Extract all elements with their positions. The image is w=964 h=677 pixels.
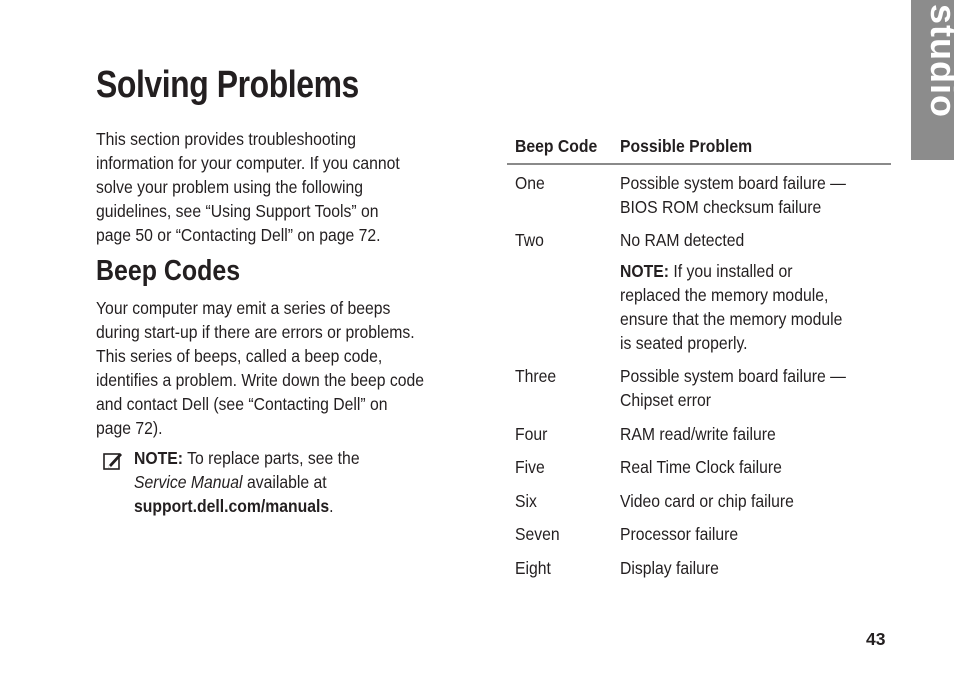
memory-note-line: ensure that the memory module: [620, 309, 843, 329]
note-callout: [134, 446, 458, 518]
memory-note: [620, 259, 890, 355]
header-divider: [507, 163, 891, 165]
manuals-link[interactable]: support.dell.com/manuals: [134, 496, 330, 516]
problem-line: Chipset error: [620, 390, 712, 410]
description-line: and contact Dell (see “Contacting Dell” on: [96, 394, 388, 414]
intro-line: page 50 or “Contacting Dell” on page 72.: [96, 225, 381, 245]
intro-line: This section provides troubleshooting: [96, 129, 357, 149]
service-manual-title: Service Manual: [134, 472, 243, 492]
beep-code-cell: Eight: [515, 558, 551, 578]
chapter-side-tab: [911, 0, 964, 160]
beep-code-cell: One: [515, 173, 545, 193]
intro-paragraph: [96, 127, 465, 247]
column-header-beep-code: Beep Code: [515, 136, 598, 156]
intro-line: guidelines, see “Using Support Tools” on: [96, 201, 379, 221]
memory-note-line: replaced the memory module,: [620, 285, 829, 305]
memory-note-line: If you installed or: [673, 261, 793, 281]
section-heading-beep-codes: Beep Codes: [96, 255, 241, 287]
column-header-possible-problem: Possible Problem: [620, 136, 753, 156]
beep-code-cell: Six: [515, 491, 537, 511]
beep-codes-description: [96, 296, 474, 440]
note-text-1: To replace parts, see the: [187, 448, 360, 468]
problem-line: Possible system board failure —: [620, 173, 846, 193]
page-number: 43: [866, 629, 886, 649]
memory-note-line: is seated properly.: [620, 333, 748, 353]
beep-code-cell: Five: [515, 457, 545, 477]
problem-line: No RAM detected: [620, 230, 745, 250]
description-line: Your computer may emit a series of beeps: [96, 298, 391, 318]
problem-cell: Video card or chip failure: [620, 491, 794, 511]
beep-code-cell: Three: [515, 366, 557, 386]
page-title: Solving Problems: [96, 64, 359, 106]
problem-cell: [620, 171, 890, 219]
memory-note-label: NOTE:: [620, 261, 670, 281]
problem-cell: Display failure: [620, 558, 719, 578]
problem-cell: [620, 228, 890, 252]
problem-cell: Real Time Clock failure: [620, 457, 782, 477]
problem-line: Possible system board failure —: [620, 366, 846, 386]
description-line: during start-up if there are errors or problems.: [96, 322, 415, 342]
note-label: NOTE:: [134, 448, 184, 468]
intro-line: solve your problem using the following: [96, 177, 364, 197]
beep-code-cell: Four: [515, 424, 548, 444]
problem-cell: [620, 364, 890, 412]
description-line: page 72).: [96, 418, 163, 438]
beep-code-cell: Seven: [515, 524, 560, 544]
beep-code-cell: Two: [515, 230, 544, 250]
intro-line: information for your computer. If you cannot: [96, 153, 400, 173]
problem-cell: Processor failure: [620, 524, 739, 544]
problem-cell: RAM read/write failure: [620, 424, 776, 444]
note-pencil-icon: [103, 451, 123, 471]
description-line: identifies a problem. Write down the beep code: [96, 370, 425, 390]
note-end: .: [329, 496, 334, 516]
problem-line: BIOS ROM checksum failure: [620, 197, 822, 217]
description-line: This series of beeps, called a beep code,: [96, 346, 383, 366]
side-tab-label: studio: [923, 4, 964, 118]
note-text-2: available at: [246, 472, 327, 492]
